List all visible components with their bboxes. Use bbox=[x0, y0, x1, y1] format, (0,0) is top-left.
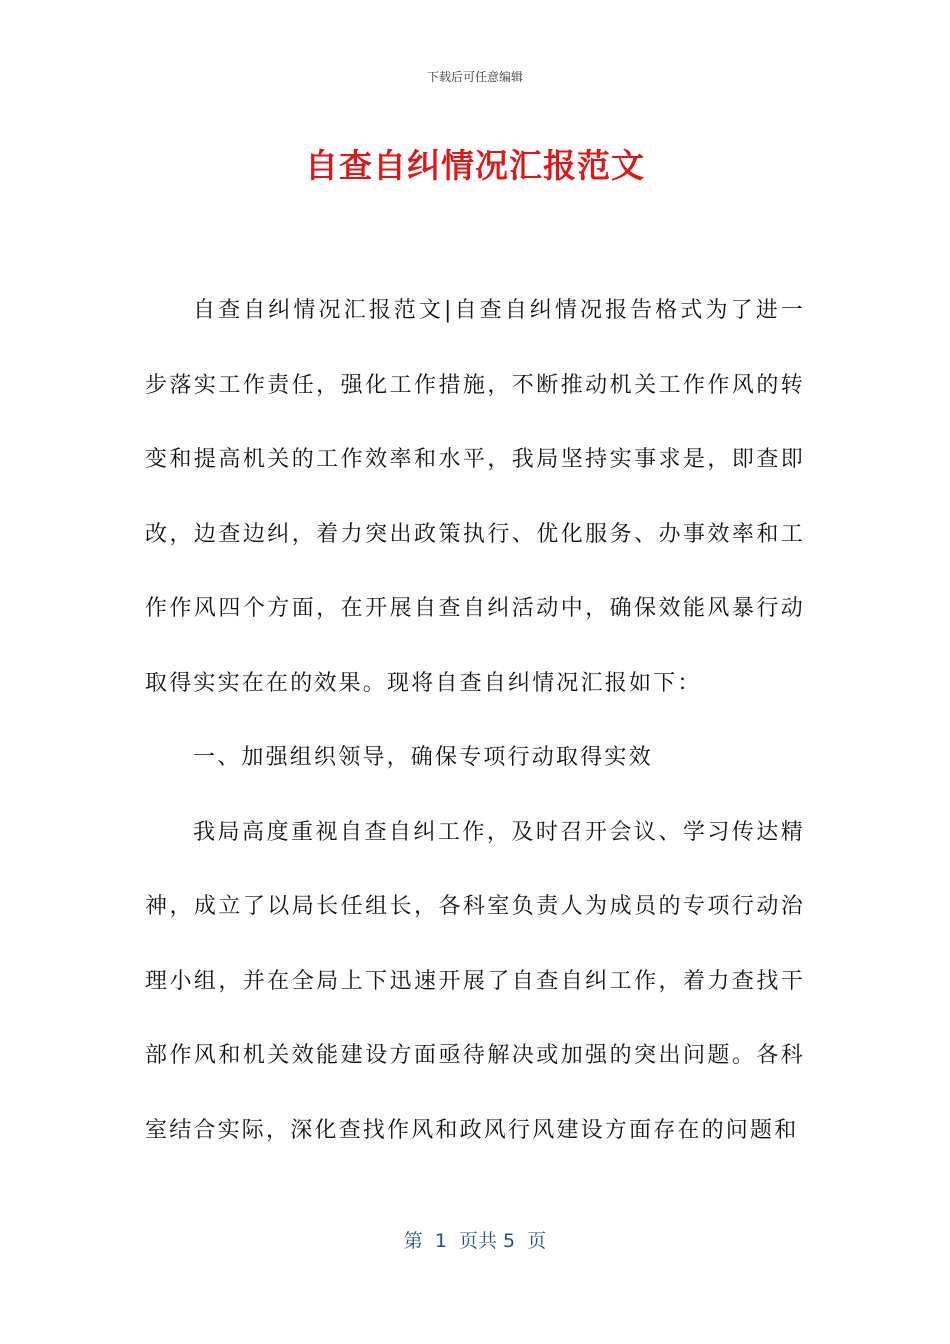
document-body bbox=[145, 274, 805, 1168]
page-footer: 第 1 页共 5 页 bbox=[403, 1230, 547, 1252]
header-note: 下载后可任意编辑 bbox=[426, 70, 523, 84]
paragraph-section-1: 我局高度重视自查自纠工作，及时召开会议、学习传达精神，成立了以局长任组长，各科室负责人为成员的专项行动治理小组，并在全局上下迅速开展了自查自纠工作，着力查找干部作风和机关效能建设方面亟待解决或加强的突出问题。各科室结合实际，深化查找作风和政风行风建设方面存在的问题和 bbox=[145, 819, 805, 1143]
section-heading-1: 一、加强组织领导，确保专项行动取得实效 bbox=[193, 745, 653, 770]
document-title: 自查自纠情况汇报范文 bbox=[305, 146, 645, 185]
paragraph-intro: 自查自纠情况汇报范文|自查自纠情况报告格式为了进一步落实工作责任，强化工作措施，不断推动机关工作作风的转变和提高机关的工作效率和水平，我局坚持实事求是，即查即改，边查边纠，着力突出政策执行、优化服务、办事效率和工作作风四个方面，在开展自查自纠活动中，确保效能风暴行动取得实实在在的效果。现将自查自纠情况汇报如下： bbox=[145, 298, 805, 696]
